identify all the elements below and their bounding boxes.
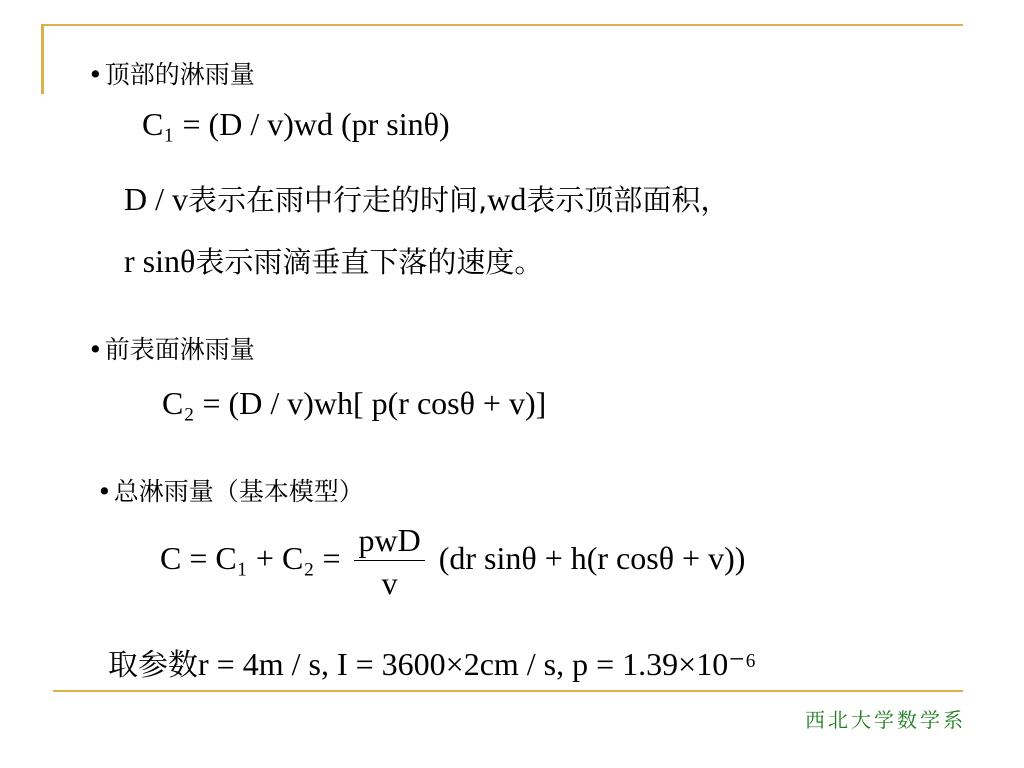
formula-total-right: (dr sinθ + h(r cosθ + v)) <box>438 539 746 576</box>
decor-vertical-line <box>41 24 44 94</box>
fraction <box>354 524 424 599</box>
heading-text: 顶部的淋雨量 <box>104 60 255 89</box>
parameters-label: 取参数 <box>108 648 198 683</box>
bullet-icon: • <box>88 335 103 364</box>
text-fall-speed: 表示雨滴垂直下落的速度。 <box>195 245 544 279</box>
heading-text: 总淋雨量（基本模型） <box>113 477 364 506</box>
section-heading-top-rain <box>88 55 255 91</box>
fraction-numerator: pwD <box>354 524 424 561</box>
parameters-line <box>108 640 756 684</box>
formula-c2: C₂ = (D / v)wh[ p(r cosθ + v)] <box>162 385 547 421</box>
section-heading-front-rain <box>88 330 255 366</box>
fraction-denominator: v <box>381 565 398 601</box>
bullet-icon: • <box>88 60 103 89</box>
math-wd: wd <box>487 181 527 217</box>
math-d-over-v: D / v <box>124 181 188 217</box>
footer-institution: 西北大学数学系 <box>805 708 966 732</box>
section-heading-total-rain <box>97 472 364 508</box>
parameters-expression: r = 4m / s, I = 3600×2cm / s, p = 1.39×10⁻⁶ <box>198 646 757 682</box>
text-walk-time: 表示在雨中行走的时间, <box>188 183 488 217</box>
heading-text: 前表面淋雨量 <box>104 335 255 364</box>
formula-c1: C₁ = (D / v)wd (pr sinθ) <box>142 106 450 142</box>
formula-total <box>160 524 745 599</box>
math-r-sin-theta: r sinθ <box>124 243 196 279</box>
text-top-area: 表示顶部面积， <box>526 183 730 217</box>
decor-bottom-line <box>53 690 963 692</box>
formula-total-left: C = C₁ + C₂ = <box>160 539 341 576</box>
decor-top-line <box>41 24 963 26</box>
explanation-line-2 <box>124 240 543 281</box>
explanation-line-1 <box>124 178 729 219</box>
bullet-icon: • <box>97 477 112 506</box>
